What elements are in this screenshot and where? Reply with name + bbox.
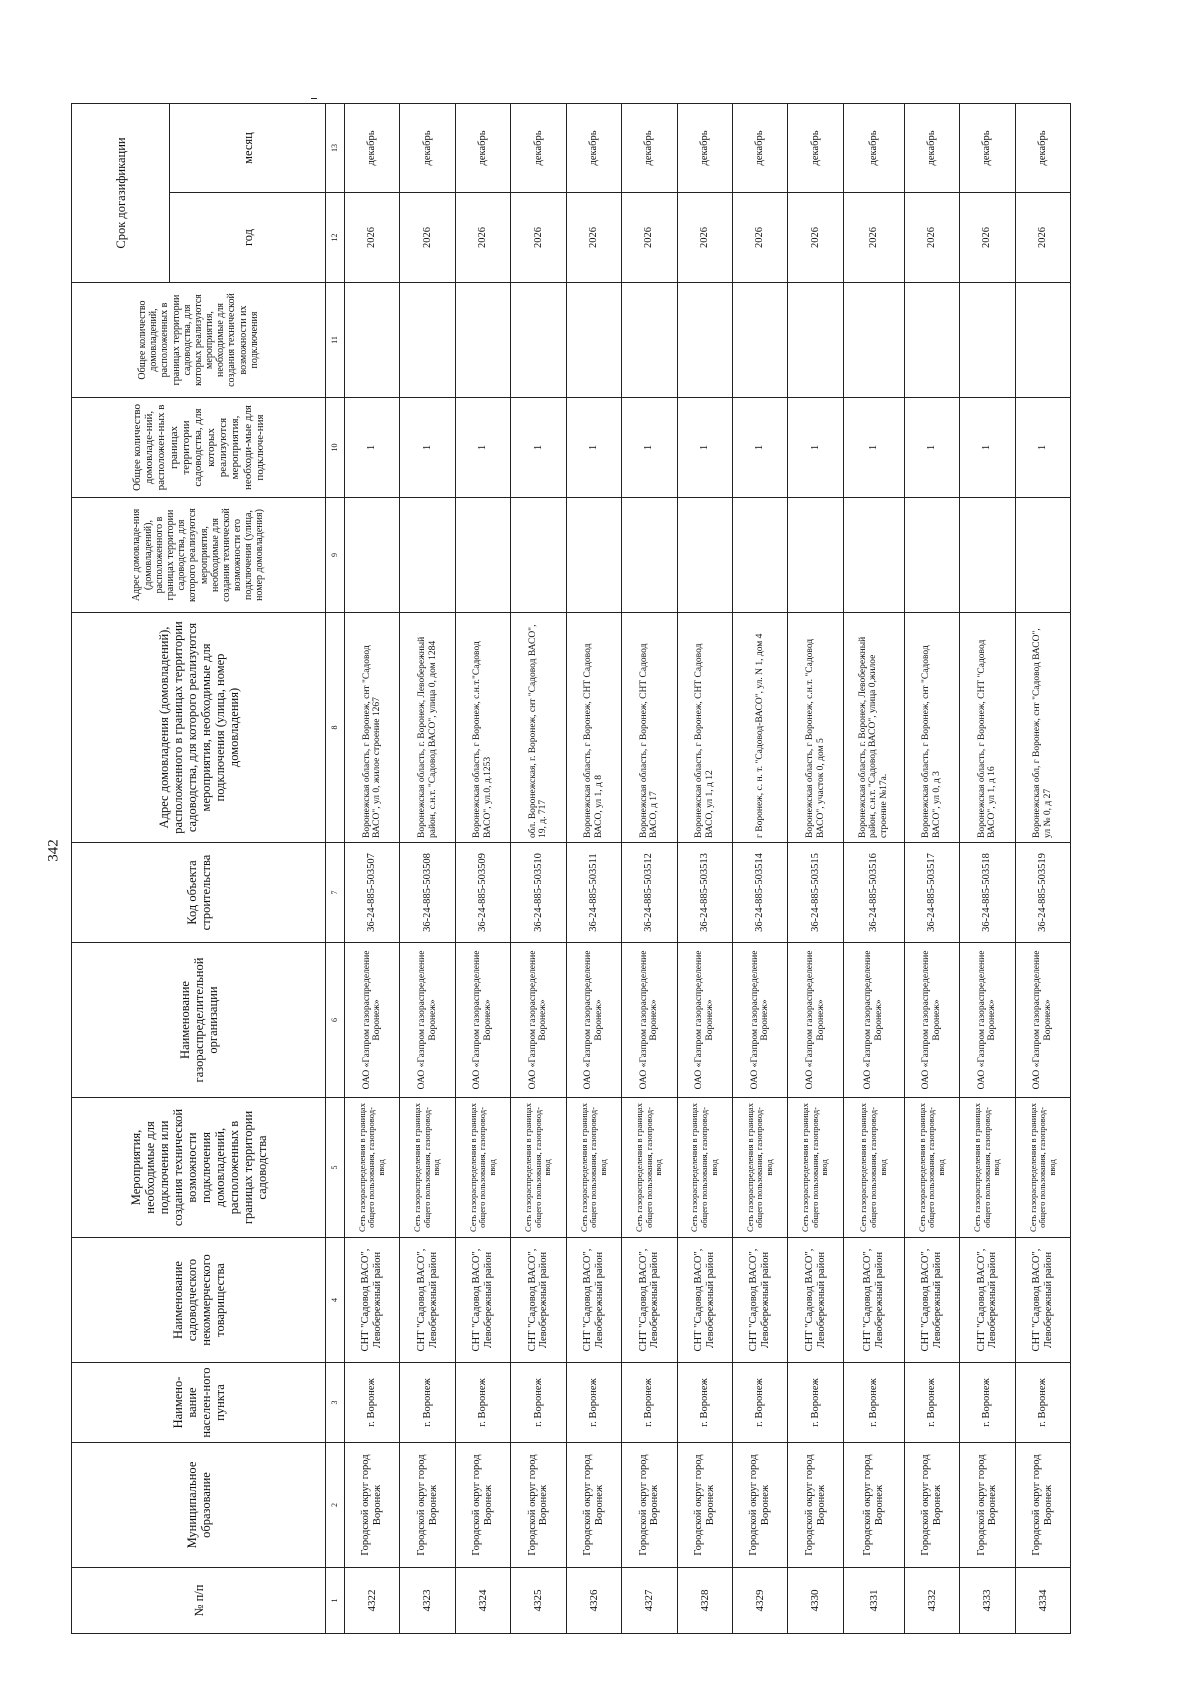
snt-cell: СНТ "Садовод ВАСО", Левобережный район	[511, 1238, 566, 1363]
gdo-cell: ОАО «Газпром газораспределение Воронеж»	[904, 943, 959, 1098]
locality-cell: г. Воронеж	[788, 1363, 843, 1443]
column-number: 7	[326, 843, 345, 943]
table-row	[455, 104, 510, 1634]
locality-cell: г. Воронеж	[511, 1363, 566, 1443]
activities-cell: Сеть газораспределения в границах общего пользования, газопровод-ввод	[622, 1098, 677, 1238]
address-cell: г Воронеж, с. н. т. "Садовод-ВАСО", ул. N 1, дом 4	[732, 613, 787, 843]
rotated-table-container	[71, 104, 1071, 1634]
table-row	[788, 104, 843, 1634]
address-create-cell	[622, 498, 677, 613]
column-number: 12	[326, 193, 345, 283]
municipality-cell: Городской округ город Воронеж	[622, 1443, 677, 1568]
header-year: год	[170, 193, 326, 283]
gdo-cell: ОАО «Газпром газораспределение Воронеж»	[455, 943, 510, 1098]
address-cell: Воронежская обл, г Воронеж, снт "Садовод ВАСО", ул № 0, д 27	[1015, 613, 1070, 843]
locality-cell: г. Воронеж	[455, 1363, 510, 1443]
total-create-cell	[732, 283, 787, 398]
activities-cell: Сеть газораспределения в границах общего пользования, газопровод-ввод	[960, 1098, 1015, 1238]
table-row	[1015, 104, 1070, 1634]
object-code-cell: 36-24-885-503516	[843, 843, 904, 943]
address-cell: Воронежская область, г Воронеж, с.н.т."Садовод ВАСО", ул.0, д.1253	[455, 613, 510, 843]
column-number: 6	[326, 943, 345, 1098]
column-number: 9	[326, 498, 345, 613]
table-body	[345, 104, 1071, 1634]
page-number: 342	[45, 839, 62, 862]
term-month-cell: декабрь	[511, 104, 566, 193]
term-year-cell: 2026	[1015, 193, 1070, 283]
total-connect-cell: 1	[960, 398, 1015, 498]
locality-cell: г. Воронеж	[960, 1363, 1015, 1443]
address-create-cell	[732, 498, 787, 613]
term-year-cell: 2026	[400, 193, 455, 283]
term-month-cell: декабрь	[566, 104, 621, 193]
address-create-cell	[1015, 498, 1070, 613]
total-create-cell	[455, 283, 510, 398]
table-row	[566, 104, 621, 1634]
row-number: 4333	[960, 1568, 1015, 1634]
address-cell: Воронежская область, г Воронеж, снт "Садовод ВАСО", ул 0, жилое строение 1267	[345, 613, 400, 843]
table-row	[622, 104, 677, 1634]
row-number: 4326	[566, 1568, 621, 1634]
snt-cell: СНТ "Садовод ВАСО", Левобережный район	[345, 1238, 400, 1363]
locality-cell: г. Воронеж	[622, 1363, 677, 1443]
header-activities: Мероприятия, необходимые для подключения или создания технической возможности подключения домовладений, расположенных в границах территории садоводства	[72, 1098, 326, 1238]
locality-cell: г. Воронеж	[677, 1363, 732, 1443]
header-total-connect: Общее количество домовладе-ний, расположен-ных в границах территории садоводства, для которых реализуются мероприятия, необходи-мые для подключе-ния	[72, 398, 326, 498]
term-month-cell: декабрь	[904, 104, 959, 193]
total-create-cell	[345, 283, 400, 398]
gdo-cell: ОАО «Газпром газораспределение Воронеж»	[400, 943, 455, 1098]
gdo-cell: ОАО «Газпром газораспределение Воронеж»	[566, 943, 621, 1098]
object-code-cell: 36-24-885-503512	[622, 843, 677, 943]
term-year-cell: 2026	[732, 193, 787, 283]
row-number: 4327	[622, 1568, 677, 1634]
term-month-cell: декабрь	[843, 104, 904, 193]
term-year-cell: 2026	[566, 193, 621, 283]
row-number: 4329	[732, 1568, 787, 1634]
column-number: 13	[326, 104, 345, 193]
address-create-cell	[788, 498, 843, 613]
municipality-cell: Городской округ город Воронеж	[843, 1443, 904, 1568]
snt-cell: СНТ "Садовод ВАСО", Левобережный район	[677, 1238, 732, 1363]
municipality-cell: Городской округ город Воронеж	[904, 1443, 959, 1568]
locality-cell: г. Воронеж	[345, 1363, 400, 1443]
municipality-cell: Городской округ город Воронеж	[345, 1443, 400, 1568]
gdo-cell: ОАО «Газпром газораспределение Воронеж»	[511, 943, 566, 1098]
snt-cell: СНТ "Садовод ВАСО", Левобережный район	[788, 1238, 843, 1363]
row-number: 4324	[455, 1568, 510, 1634]
object-code-cell: 36-24-885-503510	[511, 843, 566, 943]
column-number: 5	[326, 1098, 345, 1238]
object-code-cell: 36-24-885-503517	[904, 843, 959, 943]
column-number: 3	[326, 1363, 345, 1443]
address-create-cell	[400, 498, 455, 613]
row-number: 4325	[511, 1568, 566, 1634]
address-create-cell	[677, 498, 732, 613]
snt-cell: СНТ "Садовод ВАСО", Левобережный район	[1015, 1238, 1070, 1363]
address-create-cell	[960, 498, 1015, 613]
gdo-cell: ОАО «Газпром газораспределение Воронеж»	[960, 943, 1015, 1098]
total-connect-cell: 1	[566, 398, 621, 498]
municipality-cell: Городской округ город Воронеж	[1015, 1443, 1070, 1568]
column-number: 8	[326, 613, 345, 843]
term-year-cell: 2026	[622, 193, 677, 283]
gdo-cell: ОАО «Газпром газораспределение Воронеж»	[843, 943, 904, 1098]
object-code-cell: 36-24-885-503513	[677, 843, 732, 943]
total-create-cell	[677, 283, 732, 398]
term-year-cell: 2026	[788, 193, 843, 283]
term-month-cell: декабрь	[400, 104, 455, 193]
header-locality: Наимено-вание населен-ного пункта	[72, 1363, 326, 1443]
total-connect-cell: 1	[511, 398, 566, 498]
address-cell: Воронежская область, г Воронеж, СНТ Садовод ВАСО, ул 1, д 12	[677, 613, 732, 843]
activities-cell: Сеть газораспределения в границах общего пользования, газопровод-ввод	[843, 1098, 904, 1238]
total-connect-cell: 1	[1015, 398, 1070, 498]
header-row	[72, 104, 170, 1634]
term-month-cell: декабрь	[788, 104, 843, 193]
object-code-cell: 36-24-885-503511	[566, 843, 621, 943]
locality-cell: г. Воронеж	[566, 1363, 621, 1443]
term-year-cell: 2026	[677, 193, 732, 283]
header-term: Срок догазификации	[72, 104, 170, 283]
term-year-cell: 2026	[511, 193, 566, 283]
object-code-cell: 36-24-885-503507	[345, 843, 400, 943]
gdo-cell: ОАО «Газпром газораспределение Воронеж»	[1015, 943, 1070, 1098]
total-create-cell	[566, 283, 621, 398]
activities-cell: Сеть газораспределения в границах общего пользования, газопровод-ввод	[511, 1098, 566, 1238]
locality-cell: г. Воронеж	[732, 1363, 787, 1443]
municipality-cell: Городской округ город Воронеж	[960, 1443, 1015, 1568]
address-cell: обл. Воронежская, г. Воронеж, снт "Садовод ВАСО", 19, д. 717	[511, 613, 566, 843]
snt-cell: СНТ "Садовод ВАСО", Левобережный район	[455, 1238, 510, 1363]
table-row	[843, 104, 904, 1634]
activities-cell: Сеть газораспределения в границах общего пользования, газопровод-ввод	[455, 1098, 510, 1238]
object-code-cell: 36-24-885-503509	[455, 843, 510, 943]
total-create-cell	[622, 283, 677, 398]
total-connect-cell: 1	[622, 398, 677, 498]
table-row	[960, 104, 1015, 1634]
term-month-cell: декабрь	[960, 104, 1015, 193]
table-row	[904, 104, 959, 1634]
total-create-cell	[788, 283, 843, 398]
total-connect-cell: 1	[788, 398, 843, 498]
gdo-cell: ОАО «Газпром газораспределение Воронеж»	[677, 943, 732, 1098]
total-create-cell	[960, 283, 1015, 398]
address-create-cell	[904, 498, 959, 613]
term-year-cell: 2026	[455, 193, 510, 283]
address-create-cell	[566, 498, 621, 613]
header-gdo: Наименование газораспределительной организации	[72, 943, 326, 1098]
address-create-cell	[843, 498, 904, 613]
total-connect-cell: 1	[345, 398, 400, 498]
address-cell: Воронежская область, г Воронеж, СНТ Садовод ВАСО, д 17	[622, 613, 677, 843]
total-connect-cell: 1	[677, 398, 732, 498]
object-code-cell: 36-24-885-503515	[788, 843, 843, 943]
object-code-cell: 36-24-885-503518	[960, 843, 1015, 943]
activities-cell: Сеть газораспределения в границах общего пользования, газопровод-ввод	[732, 1098, 787, 1238]
header-snt: Наименование садоводческого некоммерческого товарищества	[72, 1238, 326, 1363]
activities-cell: Сеть газораспределения в границах общего пользования, газопровод-ввод	[400, 1098, 455, 1238]
column-number-row	[326, 104, 345, 1634]
locality-cell: г. Воронеж	[400, 1363, 455, 1443]
gdo-cell: ОАО «Газпром газораспределение Воронеж»	[788, 943, 843, 1098]
snt-cell: СНТ "Садовод ВАСО", Левобережный район	[732, 1238, 787, 1363]
municipality-cell: Городской округ город Воронеж	[732, 1443, 787, 1568]
object-code-cell: 36-24-885-503519	[1015, 843, 1070, 943]
activities-cell: Сеть газораспределения в границах общего пользования, газопровод-ввод	[788, 1098, 843, 1238]
header-no: № п/п	[72, 1568, 326, 1634]
total-connect-cell: 1	[904, 398, 959, 498]
address-cell: Воронежская область, г Воронеж, СНТ "Садовод ВАСО", ул 1, д 16	[960, 613, 1015, 843]
header-code: Код объекта строительства	[72, 843, 326, 943]
address-cell: Воронежская область, г Воронеж, с.н.т. "Садовод ВАСО", участок 0, дом 5	[788, 613, 843, 843]
table-row	[400, 104, 455, 1634]
activities-cell: Сеть газораспределения в границах общего пользования, газопровод-ввод	[1015, 1098, 1070, 1238]
total-connect-cell: 1	[400, 398, 455, 498]
municipality-cell: Городской округ город Воронеж	[400, 1443, 455, 1568]
municipality-cell: Городской округ город Воронеж	[455, 1443, 510, 1568]
term-year-cell: 2026	[345, 193, 400, 283]
column-number: 11	[326, 283, 345, 398]
term-month-cell: декабрь	[1015, 104, 1070, 193]
term-month-cell: декабрь	[455, 104, 510, 193]
header-month: месяц	[170, 104, 326, 193]
address-cell: Воронежская область, г Воронеж, СНТ Садовод ВАСО, ул 1, д 8	[566, 613, 621, 843]
address-create-cell	[345, 498, 400, 613]
snt-cell: СНТ "Садовод ВАСО", Левобережный район	[960, 1238, 1015, 1363]
header-address: Адрес домовладения (домовладений), расположенного в границах территории садоводства, для которого реализуются мероприятия, необходимые для подключения (улица, номер домовладения)	[72, 613, 326, 843]
term-month-cell: декабрь	[677, 104, 732, 193]
snt-cell: СНТ "Садовод ВАСО", Левобережный район	[400, 1238, 455, 1363]
term-year-cell: 2026	[960, 193, 1015, 283]
locality-cell: г. Воронеж	[843, 1363, 904, 1443]
municipality-cell: Городской округ город Воронеж	[677, 1443, 732, 1568]
total-create-cell	[511, 283, 566, 398]
column-number: 1	[326, 1568, 345, 1634]
municipality-cell: Городской округ город Воронеж	[788, 1443, 843, 1568]
object-code-cell: 36-24-885-503514	[732, 843, 787, 943]
activities-cell: Сеть газораспределения в границах общего пользования, газопровод-ввод	[345, 1098, 400, 1238]
snt-cell: СНТ "Садовод ВАСО", Левобережный район	[566, 1238, 621, 1363]
total-create-cell	[1015, 283, 1070, 398]
row-number: 4332	[904, 1568, 959, 1634]
locality-cell: г. Воронеж	[1015, 1363, 1070, 1443]
header-total-create: Общее количество домовладений, расположенных в границах территории садоводства, для которых реализуются мероприятия, необходимые для создания технической возможности их подключения	[72, 283, 326, 398]
total-create-cell	[400, 283, 455, 398]
activities-cell: Сеть газораспределения в границах общего пользования, газопровод-ввод	[677, 1098, 732, 1238]
row-number: 4323	[400, 1568, 455, 1634]
gdo-cell: ОАО «Газпром газораспределение Воронеж»	[622, 943, 677, 1098]
scan-mark	[311, 98, 317, 99]
address-cell: Воронежская область, г. Воронеж, Левобережный район, с.н.т. "Садовод ВАСО", улица 0, дом 1284	[400, 613, 455, 843]
table-row	[677, 104, 732, 1634]
object-code-cell: 36-24-885-503508	[400, 843, 455, 943]
term-month-cell: декабрь	[345, 104, 400, 193]
municipality-cell: Городской округ город Воронеж	[511, 1443, 566, 1568]
total-connect-cell: 1	[843, 398, 904, 498]
term-year-cell: 2026	[904, 193, 959, 283]
address-cell: Воронежская область, г Воронеж, снт "Садовод ВАСО", ул 0, д 3	[904, 613, 959, 843]
header-address-create: Адрес домовладе-ния (домовладений), расположенного в границах территории садоводства, для которого реализуются мероприятия, необходимые для создания технической возможности его подключения (улица, номер домовладения)	[72, 498, 326, 613]
table-row	[345, 104, 400, 1634]
snt-cell: СНТ "Садовод ВАСО", Левобережный район	[622, 1238, 677, 1363]
address-create-cell	[511, 498, 566, 613]
row-number: 4331	[843, 1568, 904, 1634]
locality-cell: г. Воронеж	[904, 1363, 959, 1443]
row-number: 4334	[1015, 1568, 1070, 1634]
total-connect-cell: 1	[732, 398, 787, 498]
table-row	[732, 104, 787, 1634]
column-number: 10	[326, 398, 345, 498]
gdo-cell: ОАО «Газпром газораспределение Воронеж»	[732, 943, 787, 1098]
row-number: 4328	[677, 1568, 732, 1634]
column-number: 2	[326, 1443, 345, 1568]
snt-cell: СНТ "Садовод ВАСО", Левобережный район	[904, 1238, 959, 1363]
column-number: 4	[326, 1238, 345, 1363]
table-row	[511, 104, 566, 1634]
snt-cell: СНТ "Садовод ВАСО", Левобережный район	[843, 1238, 904, 1363]
term-year-cell: 2026	[843, 193, 904, 283]
term-month-cell: декабрь	[622, 104, 677, 193]
activities-cell: Сеть газораспределения в границах общего пользования, газопровод-ввод	[904, 1098, 959, 1238]
address-cell: Воронежская область, г. Воронеж, Левобережный район, с.н.т. "Садовод ВАСО", улица 0,жилое строение №17а.	[843, 613, 904, 843]
header-municipality: Муниципальное образование	[72, 1443, 326, 1568]
activities-cell: Сеть газораспределения в границах общего пользования, газопровод-ввод	[566, 1098, 621, 1238]
row-number: 4330	[788, 1568, 843, 1634]
gasification-register-table	[71, 103, 1071, 1634]
row-number: 4322	[345, 1568, 400, 1634]
total-create-cell	[843, 283, 904, 398]
total-connect-cell: 1	[455, 398, 510, 498]
address-create-cell	[455, 498, 510, 613]
term-month-cell: декабрь	[732, 104, 787, 193]
municipality-cell: Городской округ город Воронеж	[566, 1443, 621, 1568]
total-create-cell	[904, 283, 959, 398]
gdo-cell: ОАО «Газпром газораспределение Воронеж»	[345, 943, 400, 1098]
